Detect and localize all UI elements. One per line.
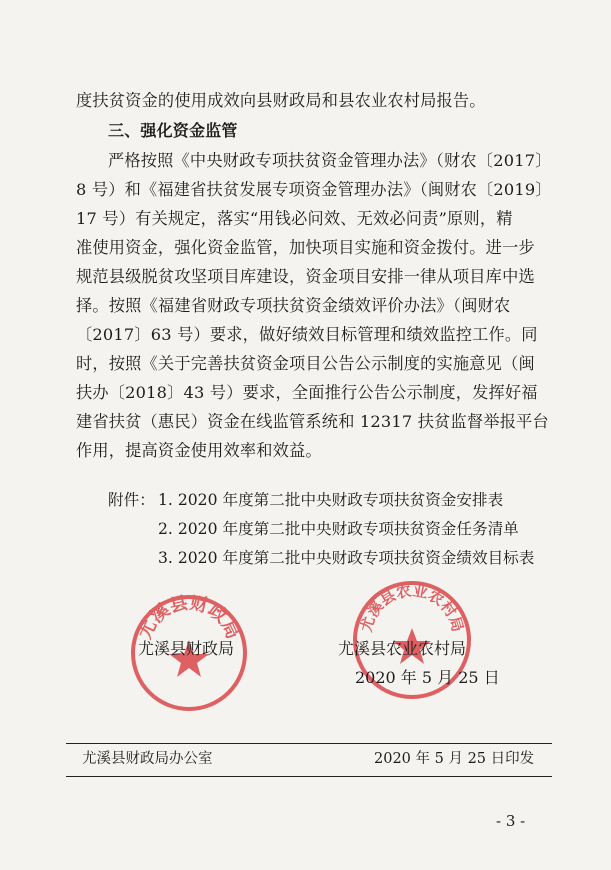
body-line-3: 严格按照《中央财政专项扶贫资金管理办法》（财农〔2017〕 (108, 151, 552, 170)
section-heading: 三、强化资金监管 (108, 121, 238, 140)
svg-text:尤溪县农业农村局 (357, 582, 467, 634)
footer-print-date: 2020 年 5 月 25 日印发 (374, 751, 535, 767)
body-line-13: 作用，提高资金使用效率和效益。 (76, 441, 322, 460)
body-line-5: 17 号）有关规定，落实“用钱必问效、无效必问责”原则，精 (76, 209, 513, 228)
footer-rule-bottom (66, 776, 552, 777)
attachment-item-2: 2. 2020 年度第二批中央财政专项扶贫资金任务清单 (158, 520, 519, 538)
body-line-7: 规范县级脱贫攻坚项目库建设，资金项目安排一律从项目库中选 (76, 267, 535, 286)
agriculture-seal-text: 尤溪县农业农村局 (357, 581, 467, 634)
attachment-item-1: 1. 2020 年度第二批中央财政专项扶贫资金安排表 (158, 491, 504, 509)
svg-text:尤溪县财政局 (134, 592, 244, 642)
signature-finance-bureau: 尤溪县财政局 (138, 639, 235, 658)
body-line-8: 择。按照《福建省财政专项扶贫资金绩效评价办法》（闽财农 (76, 296, 511, 315)
body-line-6: 准使用资金，强化资金监管，加快项目实施和资金拨付。进一步 (76, 238, 535, 257)
body-line-10: 时，按照《关于完善扶贫资金项目公告公示制度的实施意见（闽 (76, 354, 535, 373)
attachment-label: 附件： (108, 491, 155, 509)
signature-date: 2020 年 5 月 25 日 (355, 668, 500, 687)
footer-office: 尤溪县财政局办公室 (82, 751, 213, 767)
footer-rule-top (66, 743, 552, 744)
body-line-9: 〔2017〕63 号）要求，做好绩效目标管理和绩效监控工作。同 (76, 325, 538, 344)
finance-seal-text: 尤溪县财政局 (134, 592, 244, 643)
attachment-item-3: 3. 2020 年度第二批中央财政专项扶贫资金绩效目标表 (158, 549, 535, 567)
body-line-4: 8 号）和《福建省扶贫发展专项资金管理办法》（闽财农〔2019〕 (76, 180, 552, 199)
body-line-12: 建省扶贫（惠民）资金在线监管系统和 12317 扶贫监督举报平台 (76, 412, 549, 431)
page-number: - 3 - (496, 812, 526, 830)
body-line-1: 度扶贫资金的使用成效向县财政局和县农业农村局报告。 (76, 91, 486, 110)
body-line-11: 扶办〔2018〕43 号）要求，全面推行公告公示制度，发挥好福 (76, 383, 538, 402)
signature-agriculture-bureau: 尤溪县农业农村局 (338, 639, 467, 658)
